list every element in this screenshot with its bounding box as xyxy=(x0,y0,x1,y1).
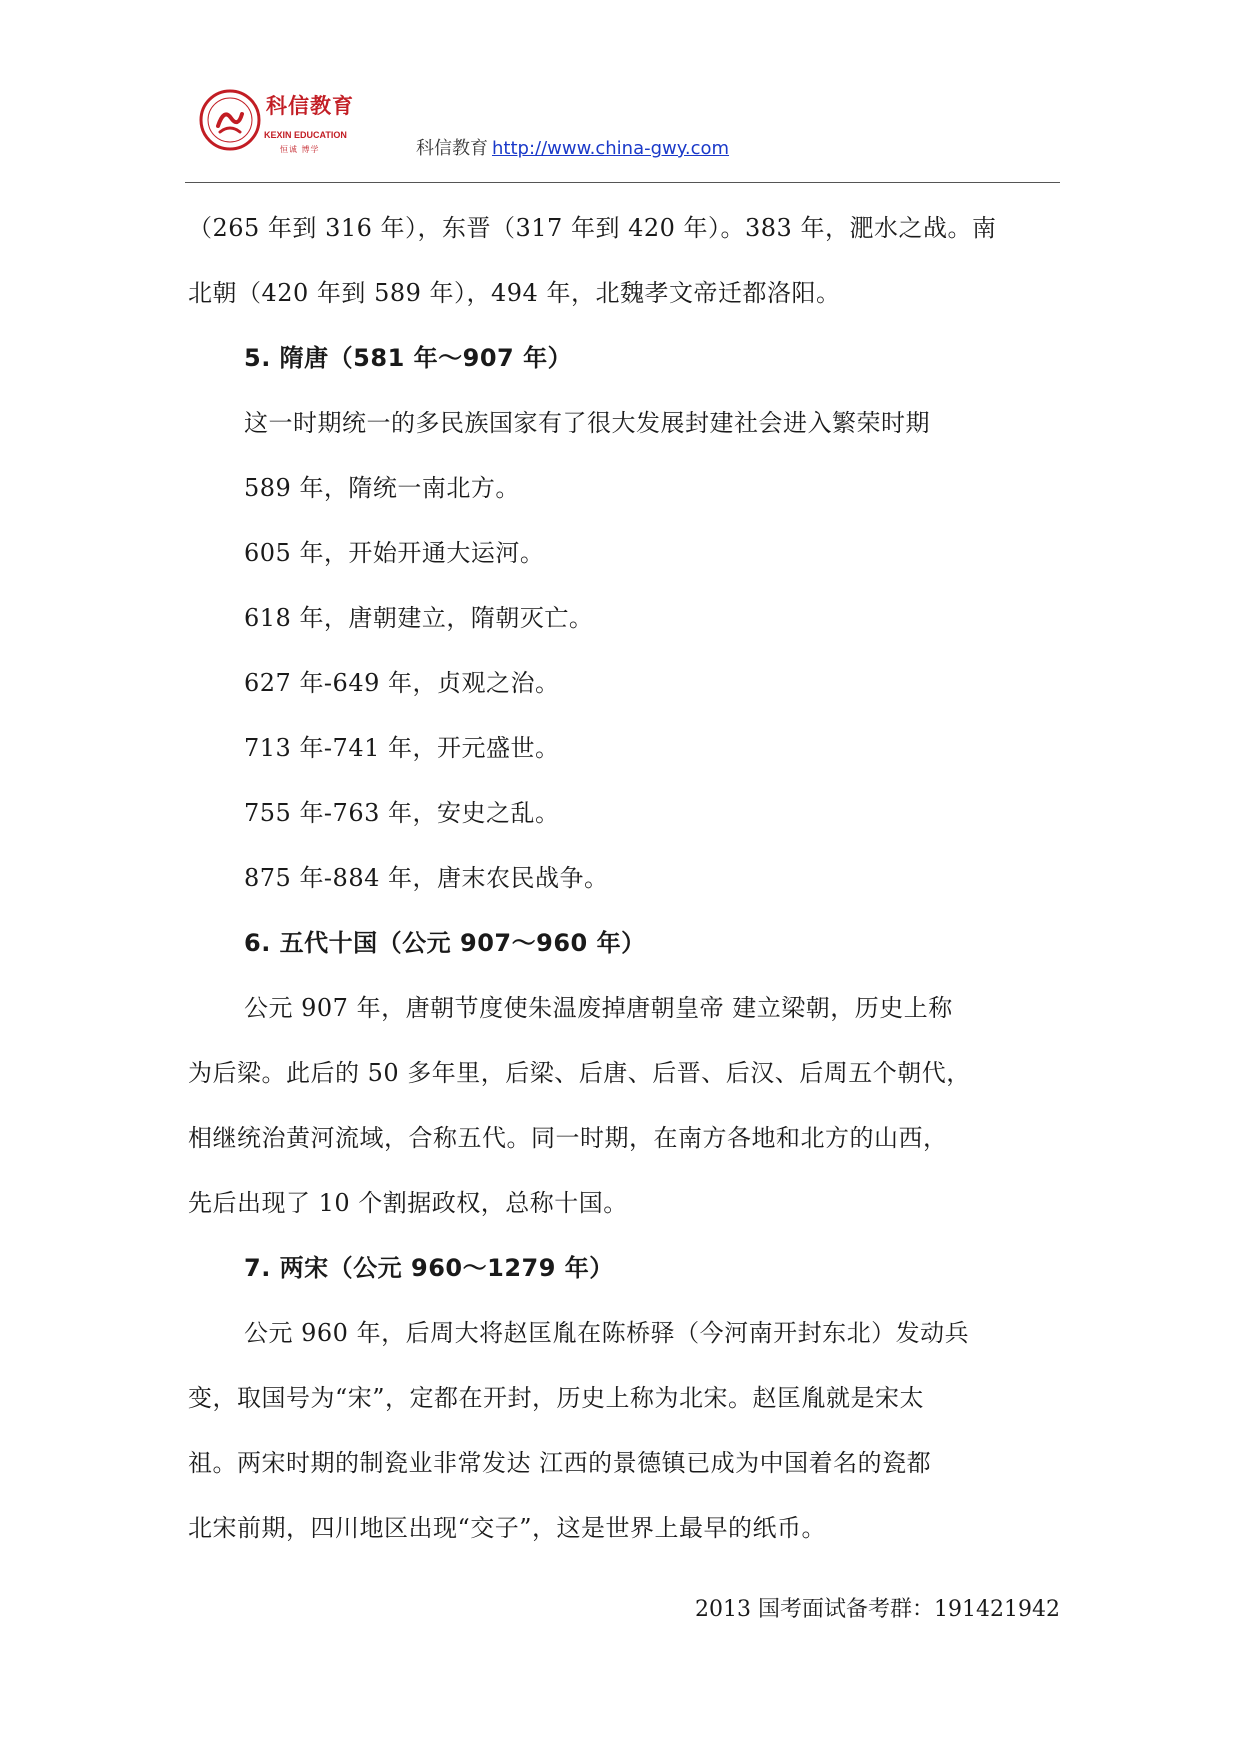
site-link[interactable]: http://www.china-gwy.com xyxy=(492,138,730,159)
site-name: 科信教育 xyxy=(416,138,488,159)
logo-slogan: 恒诚 博学 xyxy=(280,145,320,154)
text-line: 公元 960 年，后周大将赵匡胤在陈桥驿（今河南开封东北）发动兵 xyxy=(244,1319,970,1347)
text-line: 为后梁。此后的 50 多年里，后梁、后唐、后晋、后汉、后周五个朝代， xyxy=(188,1059,971,1087)
logo-chinese-text: 科信教育 xyxy=(266,94,354,118)
section-heading: 7. 两宋（公元 960～1279 年） xyxy=(244,1254,614,1282)
page-header xyxy=(198,82,1060,182)
text-line: 这一时期统一的多民族国家有了很大发展封建社会进入繁荣时期 xyxy=(244,409,930,437)
section-heading: 6. 五代十国（公元 907～960 年） xyxy=(244,929,646,957)
text-line: 627 年-649 年，贞观之治。 xyxy=(244,669,560,697)
document-body xyxy=(188,196,1060,1561)
text-line: 先后出现了 10 个割据政权，总称十国。 xyxy=(188,1189,628,1217)
text-line: 589 年，隋统一南北方。 xyxy=(244,474,520,502)
seal-icon xyxy=(198,88,262,152)
text-line: 公元 907 年，唐朝节度使朱温废掉唐朝皇帝 建立梁朝，历史上称 xyxy=(244,994,953,1022)
text-line: 北朝（420 年到 589 年），494 年，北魏孝文帝迁都洛阳。 xyxy=(188,279,841,307)
kexin-logo xyxy=(198,88,358,160)
section-heading: 5. 隋唐（581 年～907 年） xyxy=(244,344,573,372)
text-line: 755 年-763 年，安史之乱。 xyxy=(244,799,560,827)
text-line: 713 年-741 年，开元盛世。 xyxy=(244,734,560,762)
text-line: 祖。两宋时期的制瓷业非常发达 江西的景德镇已成为中国着名的瓷都 xyxy=(188,1449,932,1477)
text-line: （265 年到 316 年），东晋（317 年到 420 年）。383 年，淝水之战。南 xyxy=(188,214,997,242)
text-line: 相继统治黄河流域，合称五代。同一时期，在南方各地和北方的山西， xyxy=(188,1124,948,1152)
logo-english-text: KEXIN EDUCATION xyxy=(264,130,347,140)
text-line: 875 年-884 年，唐末农民战争。 xyxy=(244,864,609,892)
text-line: 618 年，唐朝建立，隋朝灭亡。 xyxy=(244,604,594,632)
text-line: 北宋前期，四川地区出现“交子”，这是世界上最早的纸币。 xyxy=(188,1514,827,1542)
header-divider xyxy=(185,182,1060,183)
text-line: 变，取国号为“宋”，定都在开封，历史上称为北宋。赵匡胤就是宋太 xyxy=(188,1384,925,1412)
site-line xyxy=(416,134,729,160)
page-footer: 2013 国考面试备考群：191421942 xyxy=(695,1597,1060,1622)
text-line: 605 年，开始开通大运河。 xyxy=(244,539,545,567)
